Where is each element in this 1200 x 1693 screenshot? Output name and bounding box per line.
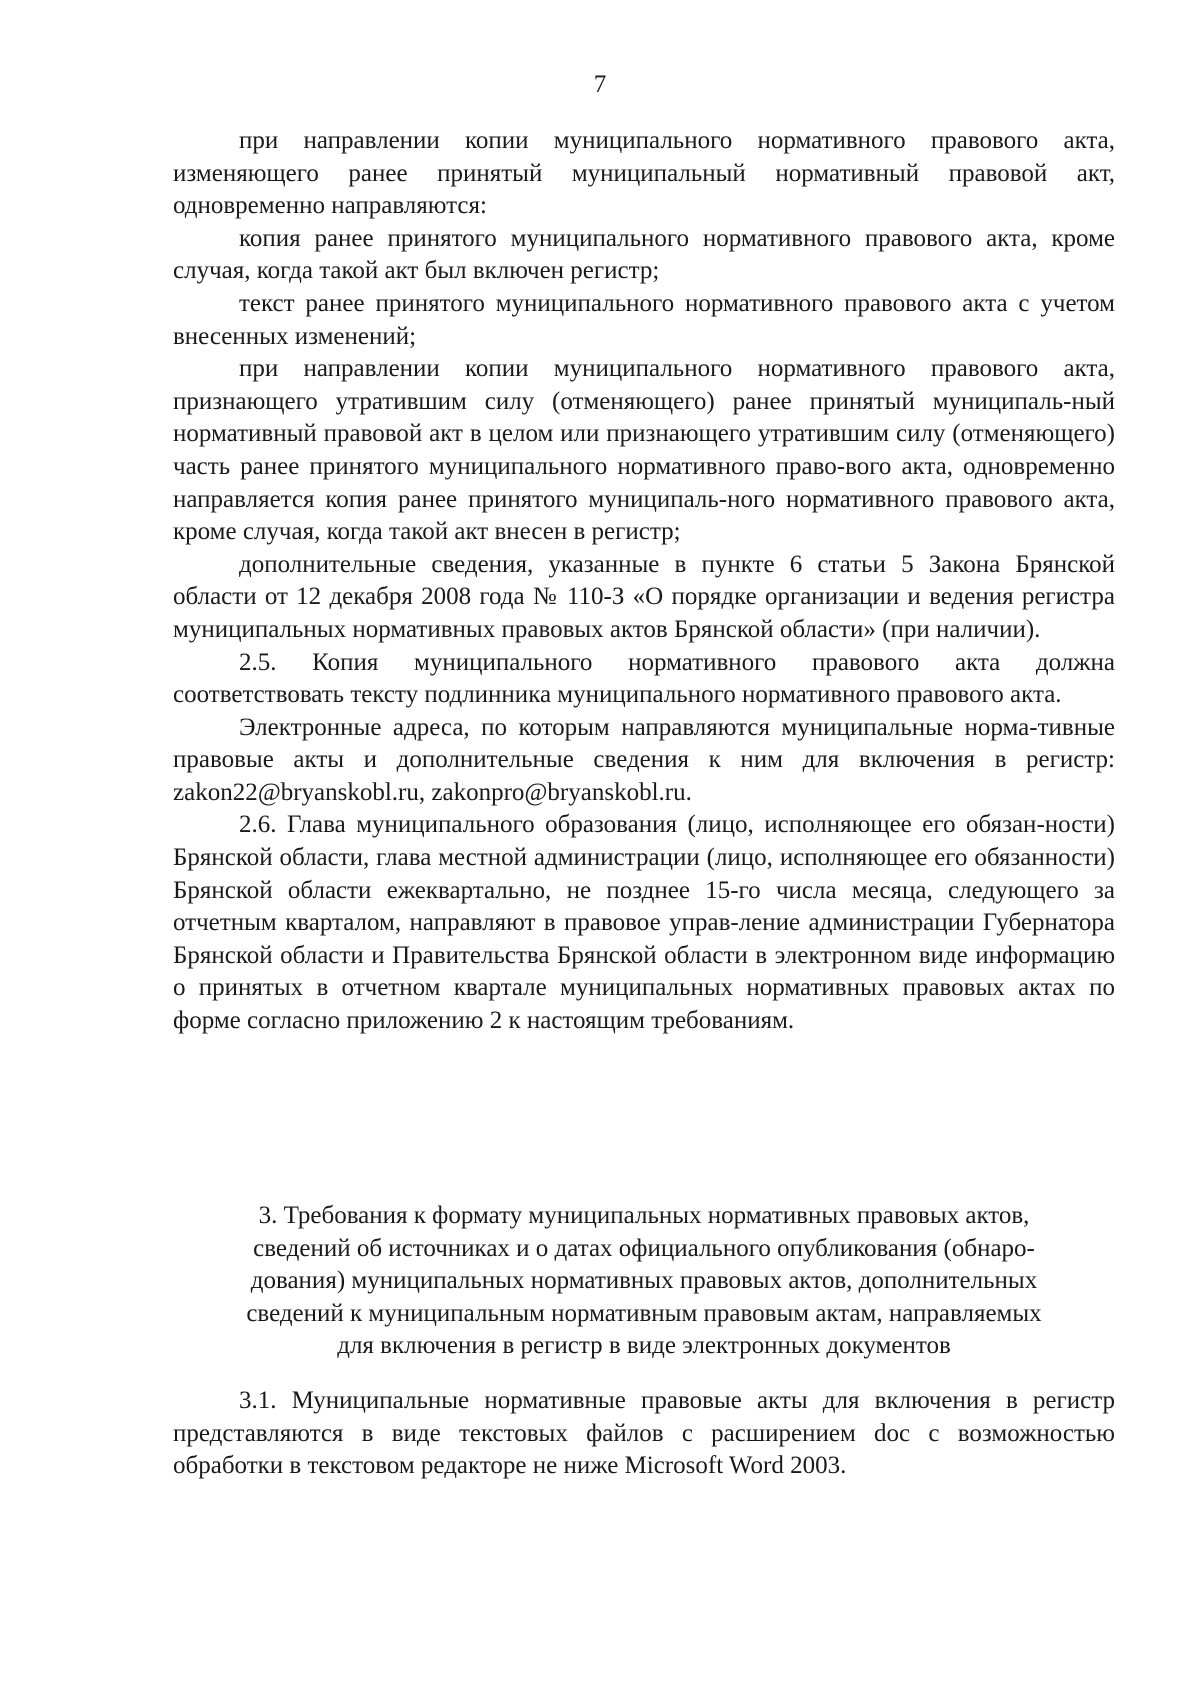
paragraph: Электронные адреса, по которым направляются муниципальные норма-тивные правовые акты и дополнительные сведения к ним для включения в регистр: zakon22@bryanskobl.ru, zakonpro@bryanskobl.ru. (173, 713, 1115, 806)
paragraph: текст ранее принятого муниципального нормативного правового акта с учетом внесенных изменений; (173, 289, 1115, 350)
paragraph: дополнительные сведения, указанные в пункте 6 статьи 5 Закона Брянской области от 12 декабря 2008 года № 110-З «О порядке организации и ведения регистра муниципальных нормативных правовых актов Брянской области» (при наличии). (173, 550, 1115, 643)
paragraph: 2.6. Глава муниципального образования (лицо, исполняющее его обязан-ности) Брянской области, глава местной администрации (лицо, исполняющее его обязанности) Брянской области ежеквартально, не позднее 15-го числа месяца, следующего за отчетным кварталом, направляют в правовое управ-ление администрации Губернатора Брянской области и Правительства Брянской области в электронном виде информацию о принятых в отчетном квартале муниципальных нормативных правовых актах по форме согласно приложению 2 к настоящим требованиям. (173, 811, 1115, 1035)
heading-line: дования) муниципальных нормативных правовых актов, дополнительных (250, 1267, 1038, 1295)
page-number: 7 (593, 71, 607, 98)
section-body (173, 1385, 1115, 1483)
paragraph: копия ранее принятого муниципального нормативного правового акта, кроме случая, когда такой акт был включен регистр; (173, 224, 1115, 285)
paragraph: 3.1. Муниципальные нормативные правовые акты для включения в регистр представляются в виде текстовых файлов с расширением doc с возможностью обработки в текстовом редакторе не ниже Microsoft Word 2003. (173, 1387, 1115, 1480)
heading-line: для включения в регистр в виде электронных документов (337, 1332, 951, 1360)
section-heading (173, 1200, 1115, 1363)
paragraph: при направлении копии муниципального нормативного правового акта, признающего утратившим силу (отменяющего) ранее принятый муниципаль-ный нормативный правовой акт в целом или признающего утратившим силу (отменяющего) часть ранее принятого муниципального нормативного право-вого акта, одновременно направляется копия ранее принятого муниципаль-ного нормативного правового акта, кроме случая, когда такой акт внесен в регистр; (173, 355, 1115, 546)
heading-line: сведений к муниципальным нормативным правовым актам, направляемых (246, 1299, 1042, 1327)
document-body (173, 125, 1115, 1038)
heading-line: сведений об источниках и о датах официального опубликования (обнаро- (253, 1234, 1035, 1262)
paragraph: 2.5. Копия муниципального нормативного правового акта должна соответствовать тексту подлинника муниципального нормативного правового акта. (173, 648, 1115, 709)
heading-line: 3. Требования к формату муниципальных нормативных правовых актов, (258, 1202, 1030, 1229)
paragraph: при направлении копии муниципального нормативного правового акта, изменяющего ранее принятый муниципальный нормативный правовой акт, одновременно направляются: (173, 127, 1115, 220)
